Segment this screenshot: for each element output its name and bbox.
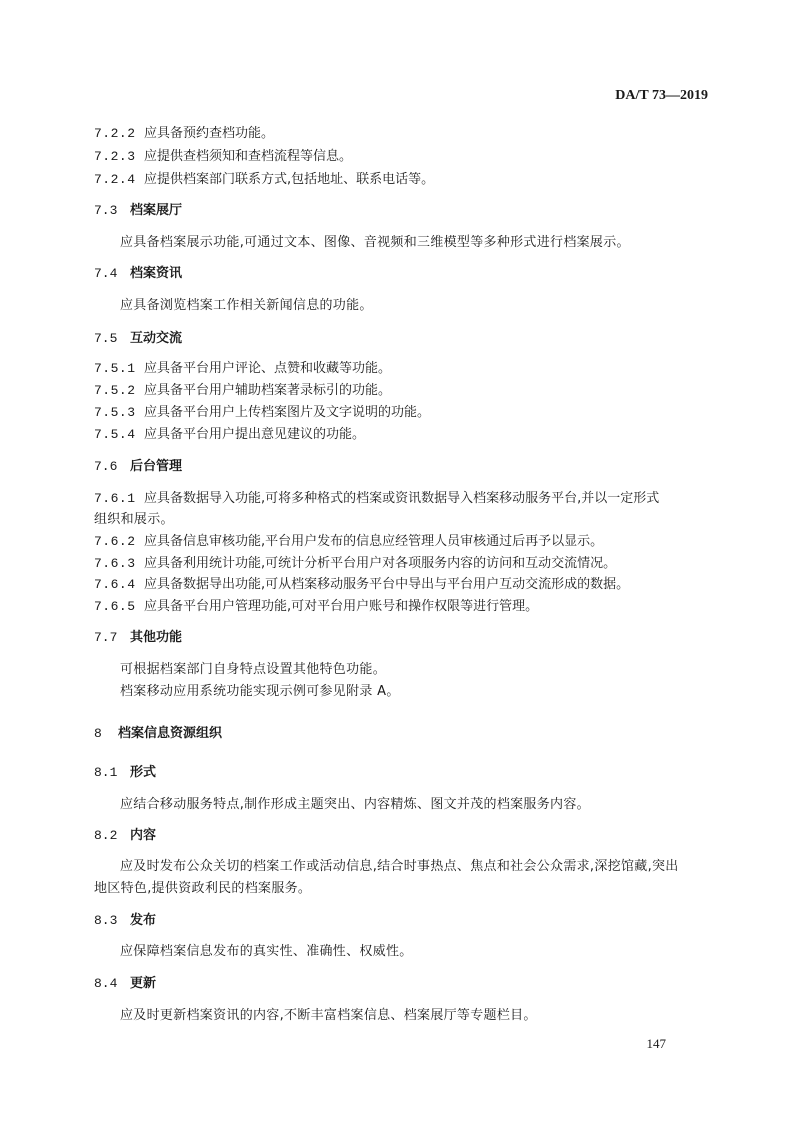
clause-number: 7.6.1 [94, 491, 136, 506]
paragraph: 应具备浏览档案工作相关新闻信息的功能。 [120, 298, 373, 313]
clause-7-2-2 [94, 125, 274, 143]
heading-number: 7.6 [94, 459, 118, 474]
paragraph-continuation: 地区特色,提供资政利民的档案服务。 [94, 881, 312, 896]
clause-number: 7.2.4 [94, 172, 136, 187]
heading-number: 8.4 [94, 976, 118, 991]
clause-7-6-1 [94, 490, 659, 508]
clause-7-2-4 [94, 171, 434, 189]
clause-text: 应提供查档须知和查档流程等信息。 [144, 149, 353, 164]
clause-text: 应具备数据导入功能,可将多种格式的档案或资讯数据导入档案移动服务平台,并以一定形式 [144, 491, 660, 506]
heading-8 [94, 725, 222, 743]
clause-number: 7.6.3 [94, 556, 136, 571]
clause-number: 7.5.3 [94, 405, 136, 420]
heading-8-3 [94, 912, 156, 930]
paragraph: 应及时更新档案资讯的内容,不断丰富档案信息、档案展厅等专题栏目。 [120, 1008, 537, 1023]
clause-continuation: 组织和展示。 [94, 512, 174, 527]
heading-number: 8.3 [94, 913, 118, 928]
paragraph: 应及时发布公众关切的档案工作或活动信息,结合时事热点、焦点和社会公众需求,深挖馆藏,突出 [120, 859, 679, 874]
standard-id: DA/T 73—2019 [615, 88, 708, 103]
clause-number: 7.6.5 [94, 599, 136, 614]
heading-7-6 [94, 458, 182, 476]
clause-7-6-3 [94, 555, 616, 573]
clause-number: 7.2.3 [94, 149, 136, 164]
page-number: 147 [646, 1036, 666, 1051]
clause-7-6-5 [94, 598, 538, 616]
clause-text: 应具备平台用户评论、点赞和收藏等功能。 [144, 361, 392, 376]
clause-number: 7.5.2 [94, 383, 136, 398]
heading-number: 7.7 [94, 630, 118, 645]
heading-title: 形式 [130, 765, 157, 780]
clause-number: 7.5.4 [94, 427, 136, 442]
heading-8-1 [94, 764, 156, 782]
paragraph: 应保障档案信息发布的真实性、准确性、权威性。 [120, 944, 413, 959]
clause-number: 7.5.1 [94, 361, 136, 376]
clause-text: 应具备平台用户管理功能,可对平台用户账号和操作权限等进行管理。 [144, 599, 539, 614]
clause-text: 应具备利用统计功能,可统计分析平台用户对各项服务内容的访问和互动交流情况。 [144, 556, 617, 571]
clause-7-5-3 [94, 404, 430, 422]
clause-text: 应具备预约查档功能。 [144, 126, 275, 141]
heading-title: 后台管理 [130, 459, 183, 474]
heading-number: 7.3 [94, 203, 118, 218]
heading-title: 发布 [130, 913, 157, 928]
heading-8-2 [94, 827, 156, 845]
clause-text: 应具备平台用户上传档案图片及文字说明的功能。 [144, 405, 431, 420]
clause-number: 7.6.4 [94, 577, 136, 592]
heading-number: 7.4 [94, 266, 118, 281]
clause-number: 7.2.2 [94, 126, 136, 141]
paragraph: 应具备档案展示功能,可通过文本、图像、音视频和三维模型等多种形式进行档案展示。 [120, 235, 630, 250]
clause-7-6-4 [94, 576, 629, 594]
clause-7-5-1 [94, 360, 391, 378]
heading-title: 档案展厅 [130, 203, 183, 218]
heading-title: 更新 [130, 976, 157, 991]
heading-number: 7.5 [94, 331, 118, 346]
heading-7-3 [94, 202, 182, 220]
paragraph: 可根据档案部门自身特点设置其他特色功能。 [120, 662, 387, 677]
heading-7-4 [94, 265, 182, 283]
clause-text: 应具备信息审核功能,平台用户发布的信息应经管理人员审核通过后再予以显示。 [144, 534, 604, 549]
paragraph: 应结合移动服务特点,制作形成主题突出、内容精炼、图文并茂的档案服务内容。 [120, 797, 590, 812]
heading-7-5 [94, 330, 182, 348]
paragraph: 档案移动应用系统功能实现示例可参见附录 A。 [120, 684, 400, 699]
clause-text: 应具备平台用户辅助档案著录标引的功能。 [144, 383, 392, 398]
clause-number: 7.6.2 [94, 534, 136, 549]
clause-text: 应具备数据导出功能,可从档案移动服务平台中导出与平台用户互动交流形成的数据。 [144, 577, 630, 592]
heading-title: 互动交流 [130, 331, 183, 346]
clause-text: 应提供档案部门联系方式,包括地址、联系电话等。 [144, 172, 435, 187]
clause-7-2-3 [94, 148, 352, 166]
heading-number: 8.1 [94, 765, 118, 780]
clause-7-5-2 [94, 382, 391, 400]
heading-8-4 [94, 975, 156, 993]
heading-number: 8 [94, 726, 102, 741]
clause-7-5-4 [94, 426, 365, 444]
heading-title: 内容 [130, 828, 157, 843]
clause-text: 应具备平台用户提出意见建议的功能。 [144, 427, 366, 442]
heading-title: 档案资讯 [130, 266, 183, 281]
heading-number: 8.2 [94, 828, 118, 843]
heading-7-7 [94, 629, 182, 647]
heading-title: 其他功能 [130, 630, 183, 645]
clause-7-6-2 [94, 533, 603, 551]
heading-title: 档案信息资源组织 [118, 726, 223, 741]
